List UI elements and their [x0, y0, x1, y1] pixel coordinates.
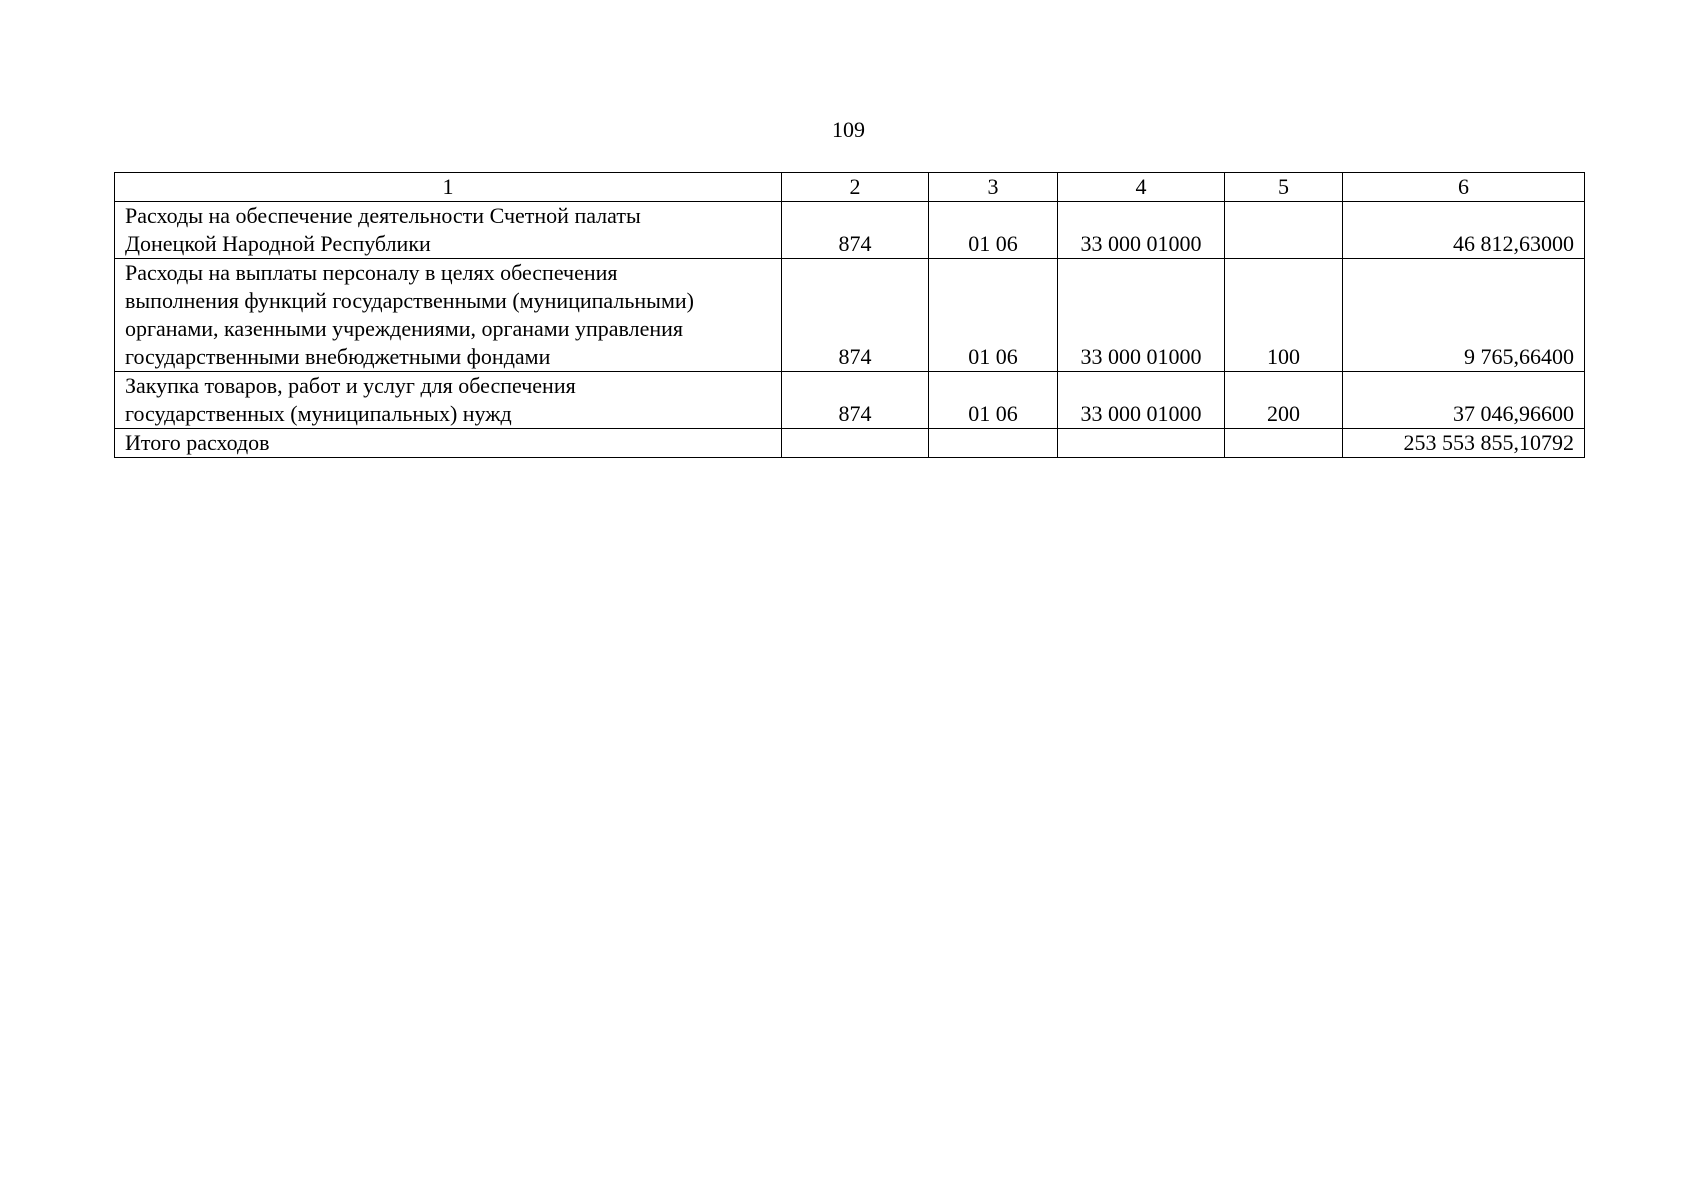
amount-cell: 46 812,63000 — [1343, 202, 1585, 259]
target-item-cell: 33 000 01000 — [1058, 202, 1225, 259]
expense-name-line: государственными внебюджетными фондами — [125, 344, 551, 369]
total-label: Итого расходов — [115, 429, 782, 458]
page-number: 109 — [832, 117, 865, 142]
table-row — [115, 372, 1585, 429]
table-header-row — [115, 173, 1585, 202]
ministry-code-cell: 874 — [782, 372, 929, 429]
amount-cell: 37 046,96600 — [1343, 372, 1585, 429]
expense-name-line: Расходы на выплаты персоналу в целях обеспечения — [125, 260, 618, 285]
expense-name-line: органами, казенными учреждениями, органами управления — [125, 316, 684, 341]
header-cell-1: 1 — [115, 173, 782, 202]
ministry-code-cell: 874 — [782, 259, 929, 372]
section-code-cell: 01 06 — [929, 202, 1058, 259]
target-item-cell: 33 000 01000 — [1058, 259, 1225, 372]
total-row — [115, 429, 1585, 458]
total-empty-cell — [929, 429, 1058, 458]
expense-name-cell — [115, 372, 782, 429]
target-item-cell: 33 000 01000 — [1058, 372, 1225, 429]
expense-name-line: государственных (муниципальных) нужд — [125, 401, 512, 426]
expense-type-cell: 200 — [1225, 372, 1343, 429]
amount-cell: 9 765,66400 — [1343, 259, 1585, 372]
total-amount: 253 553 855,10792 — [1343, 429, 1585, 458]
table-row — [115, 259, 1585, 372]
header-cell-4: 4 — [1058, 173, 1225, 202]
expense-name-cell — [115, 202, 782, 259]
expense-type-cell — [1225, 202, 1343, 259]
total-empty-cell — [782, 429, 929, 458]
section-code-cell: 01 06 — [929, 259, 1058, 372]
expense-name-line: выполнения функций государственными (муниципальными) — [125, 288, 694, 313]
header-cell-3: 3 — [929, 173, 1058, 202]
expense-name-line: Закупка товаров, работ и услуг для обеспечения — [125, 373, 576, 398]
header-cell-5: 5 — [1225, 173, 1343, 202]
expense-type-cell: 100 — [1225, 259, 1343, 372]
expense-name-line: Донецкой Народной Республики — [125, 231, 431, 256]
total-empty-cell — [1058, 429, 1225, 458]
section-code-cell: 01 06 — [929, 372, 1058, 429]
expense-name-line: Расходы на обеспечение деятельности Счетной палаты — [125, 203, 641, 228]
header-cell-2: 2 — [782, 173, 929, 202]
header-cell-6: 6 — [1343, 173, 1585, 202]
expense-name-cell — [115, 259, 782, 372]
expenditure-table — [114, 172, 1585, 458]
table-row — [115, 202, 1585, 259]
ministry-code-cell: 874 — [782, 202, 929, 259]
total-empty-cell — [1225, 429, 1343, 458]
